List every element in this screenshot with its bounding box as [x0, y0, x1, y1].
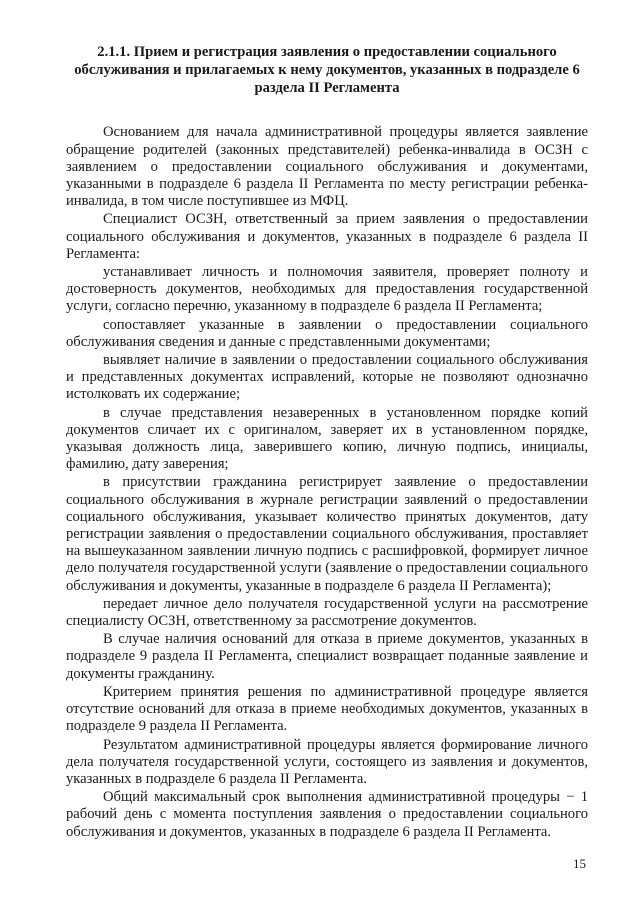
- section-heading: 2.1.1. Прием и регистрация заявления о предоставлении социального обслуживания и прилагаемых к нему документов, указанных в подразделе 6 раздела II Регламента: [74, 44, 580, 96]
- paragraph-transfer: передает личное дело получателя государственной услуги на рассмотрение специалисту ОСЗН, ответственному за рассмотрение документов.: [66, 595, 588, 630]
- paragraph-identity-check: устанавливает личность и полномочия заявителя, проверяет полноту и достоверность документов, необходимых для предоставления государственной услуги, согласно перечню, указанному в подразделе 6 раздела II Регламента;: [66, 264, 588, 315]
- document-page: [66, 44, 588, 842]
- paragraph-list: [66, 124, 588, 840]
- paragraph-deadline: Общий максимальный срок выполнения административной процедуры − 1 рабочий день с момента поступления заявления о предоставлении социального обслуживания и документов, указанных в подразделе 6 раздела II Регламента.: [66, 789, 588, 840]
- paragraph-copies: в случае представления незаверенных в установленном порядке копий документов сличает их с оригиналом, заверяет их в установленном порядке, указывая должность лица, заверившего копию, личную подпись, инициалы, фамилию, дату заверения;: [66, 404, 588, 473]
- paragraph-criterion: Критерием принятия решения по административной процедуре является отсутствие оснований для отказа в приеме необходимых документов, указанных в подразделе 9 раздела II Регламента.: [66, 683, 588, 735]
- paragraph-registration: в присутствии гражданина регистрирует заявление о предоставлении социального обслуживания в журнале регистрации заявлений о предоставлении социального обслуживания, указывает количество принятых документов, дату регистрации заявления о предоставлении социального обслуживания, проставляет на вышеуказанном заявлении личную подпись с расшифровкой, формирует личное дело получателя государственной услуги (заявление о предоставлении социального обслуживания и документы, указанные в подразделе 6 раздела II Регламента);: [66, 474, 588, 594]
- paragraph-basis: Основанием для начала административной процедуры является заявление обращение родителей (законных представителей) ребенка-инвалида в ОСЗН с заявлением о предоставлении социального обслуживания и документами, указанными в подразделе 6 раздела II Регламента по месту регистрации ребенка-инвалида, в том числе поступившее из МФЦ.: [66, 124, 588, 210]
- paragraph-result: Результатом административной процедуры является формирование личного дела получателя государственной услуги, состоящего из заявления и документов, указанных в подразделе 6 раздела II Регламента.: [66, 736, 588, 787]
- paragraph-compare: сопоставляет указанные в заявлении о предоставлении социального обслуживания сведения и данные с представленными документами;: [66, 316, 588, 350]
- page-number: 15: [573, 856, 586, 871]
- paragraph-corrections: выявляет наличие в заявлении о предоставлении социального обслуживания и представленных документах исправлений, которые не позволяют однозначно истолковать их содержание;: [66, 352, 588, 403]
- paragraph-refusal: В случае наличия оснований для отказа в приеме документов, указанных в подразделе 9 раздела II Регламента, специалист возвращает поданные заявление и документы гражданину.: [66, 631, 588, 682]
- paragraph-specialist: Специалист ОСЗН, ответственный за прием заявления о предоставлении социального обслуживания и документов, указанных в подразделе 6 раздела II Регламента:: [66, 211, 588, 262]
